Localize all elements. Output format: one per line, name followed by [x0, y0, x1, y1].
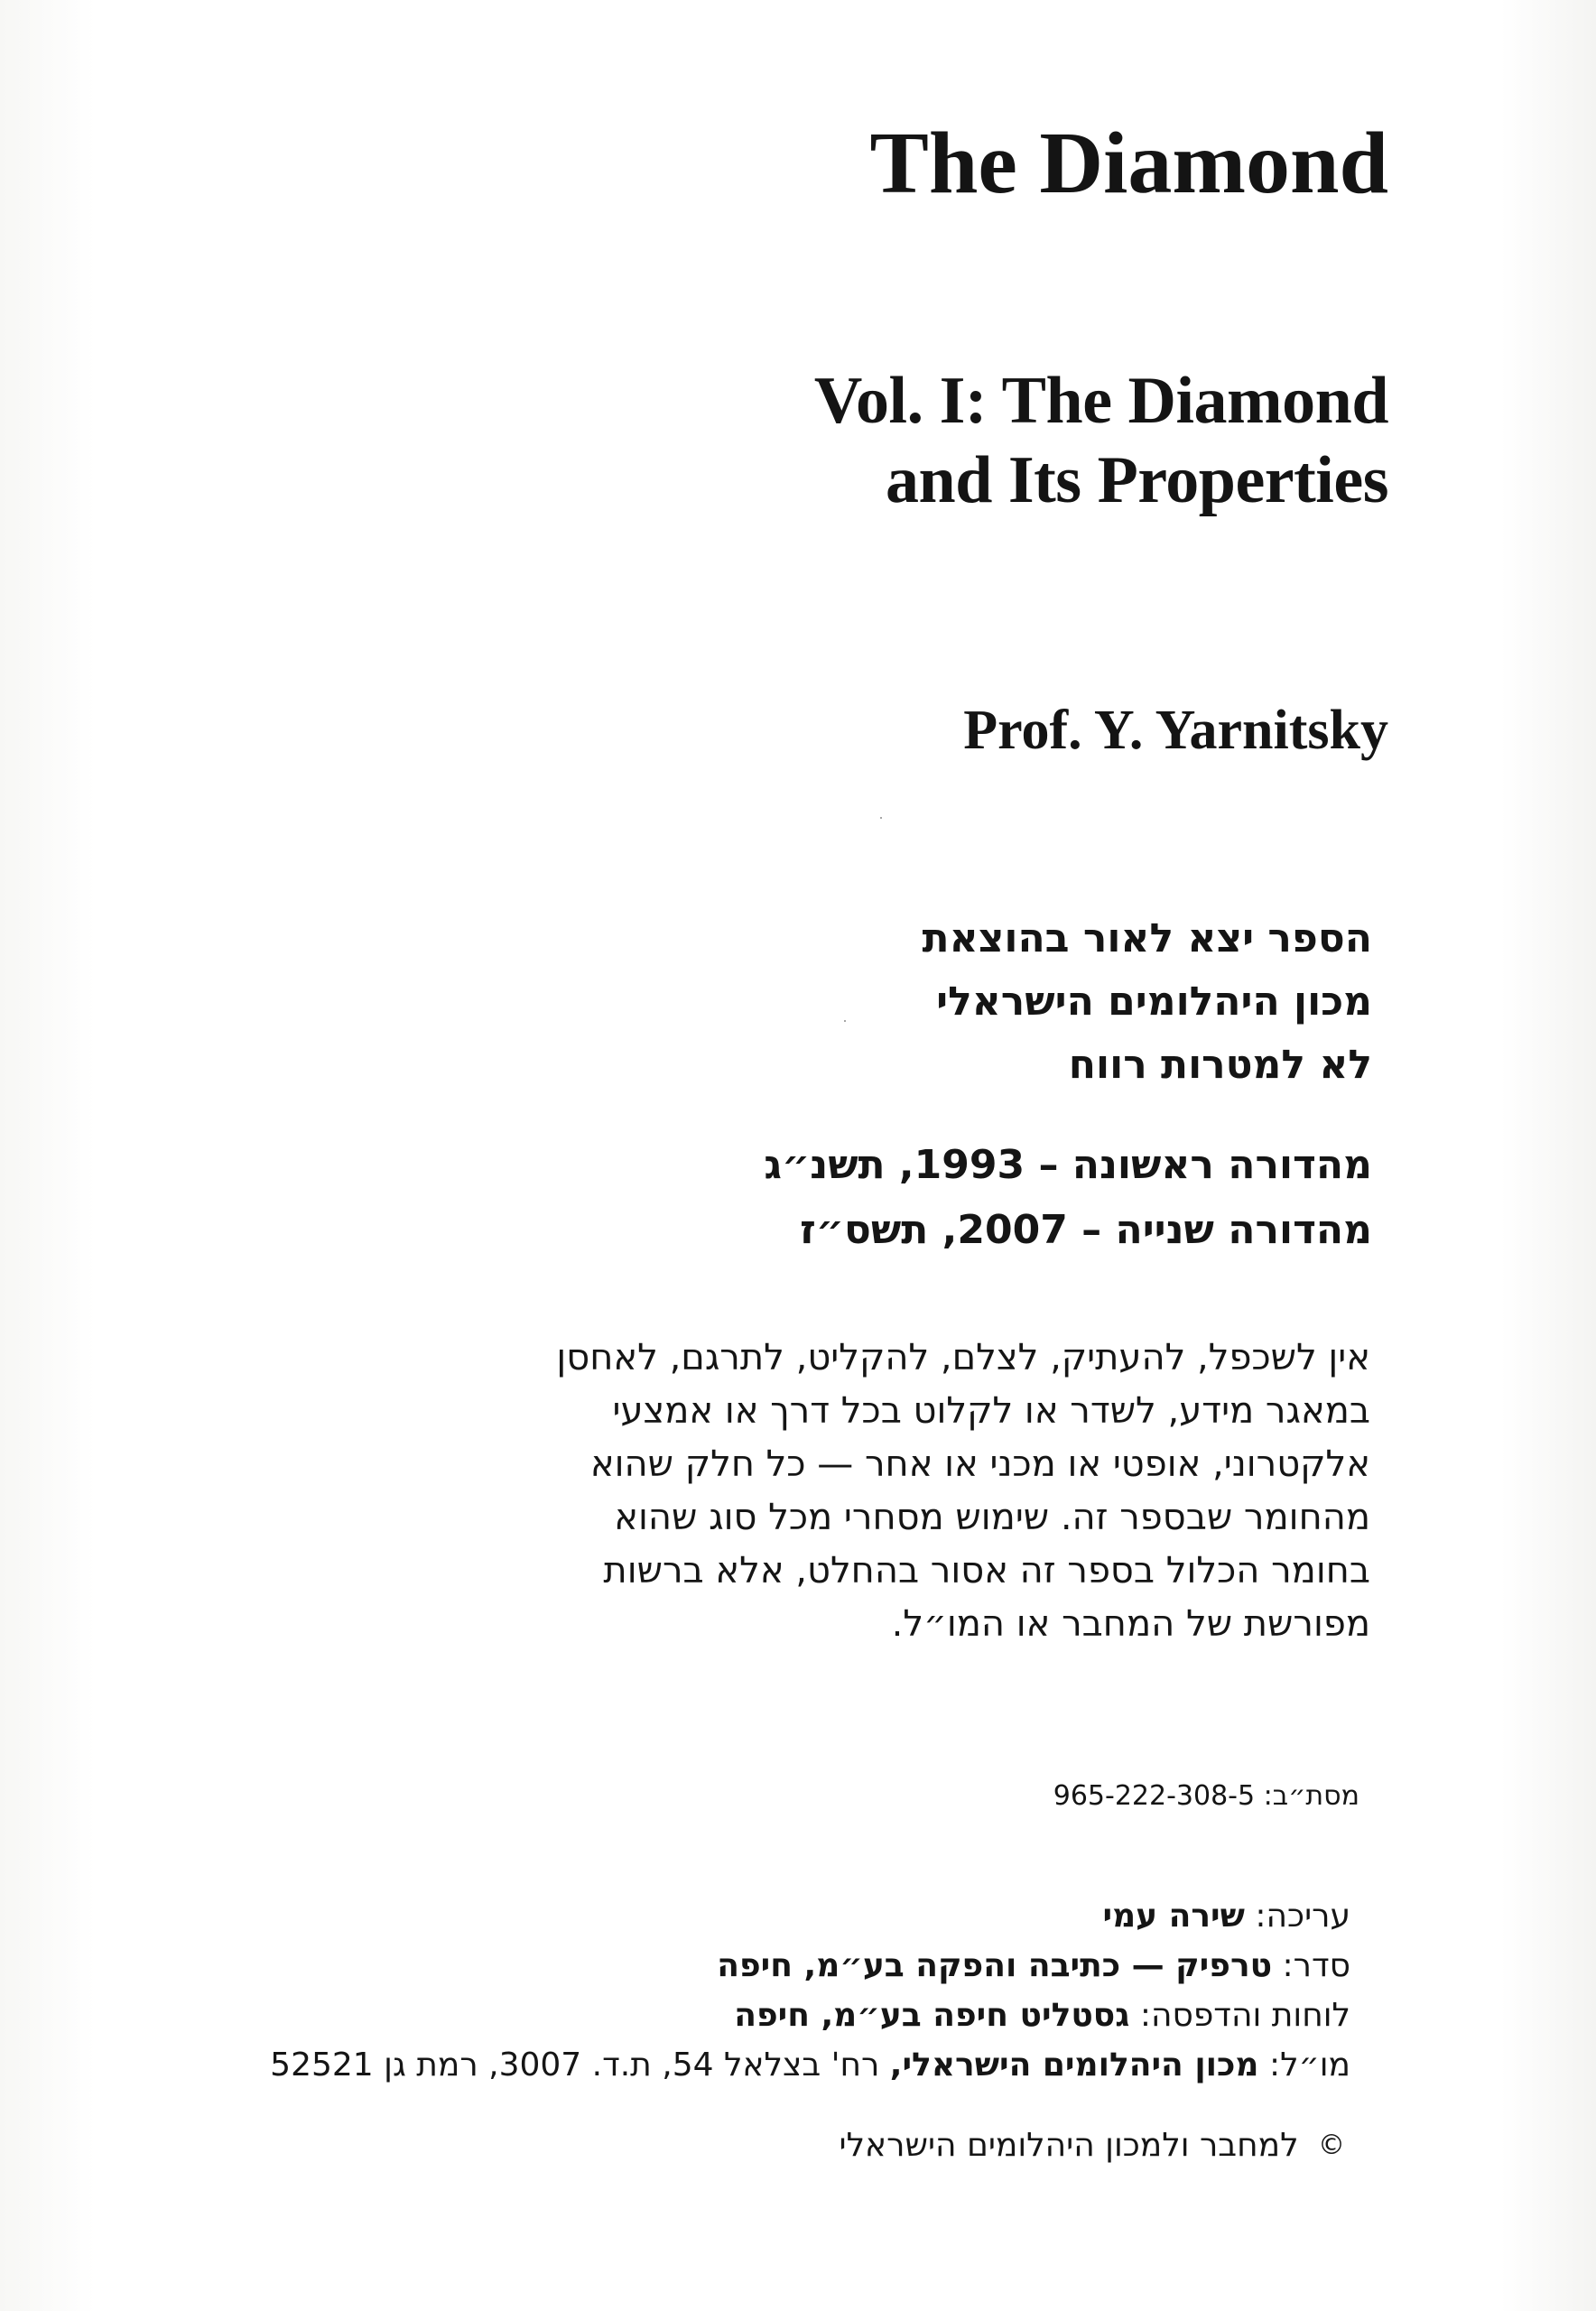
copyright-holder: למחבר ולמכון היהלומים הישראלי	[839, 2127, 1299, 2164]
volume-title-line-2: and Its Properties	[886, 443, 1388, 517]
publisher-line-2: מכון היהלומים הישראלי	[936, 979, 1372, 1025]
copyright-restrictions	[556, 1332, 1370, 1651]
publisher-credit	[270, 2040, 1350, 2090]
publisher-line-3: לא למטרות רווח	[1068, 1042, 1372, 1088]
editing-label: עריכה:	[1255, 1898, 1350, 1935]
typesetting-credit	[270, 1941, 1350, 1991]
rights-line-6: מפורשת של המחבר או המו״ל.	[891, 1603, 1370, 1645]
isbn-number: 965-222-308-5	[1053, 1780, 1256, 1812]
book-title: The Diamond	[869, 115, 1388, 212]
publisher-line-1: הספר יצא לאור בהוצאת	[922, 915, 1372, 961]
author-name: Prof. Y. Yarnitsky	[963, 700, 1388, 761]
first-edition: מהדורה ראשונה – 1993, תשנ״ג	[764, 1142, 1372, 1188]
editing-name: שירה עמי	[1102, 1898, 1245, 1935]
publisher-name: מכון היהלומים הישראלי,	[889, 2046, 1259, 2084]
printing-company: גסטליט חיפה בע״מ, חיפה	[734, 1997, 1130, 2034]
publisher-address: רח' בצלאל 54, ת.ד. 3007, רמת גן 52521	[270, 2046, 880, 2084]
second-edition: מהדורה שנייה – 2007, תשס״ז	[800, 1207, 1372, 1253]
copyright-line	[840, 2126, 1345, 2166]
isbn	[1053, 1778, 1359, 1814]
copyright-icon: ©	[1318, 2130, 1345, 2161]
printing-label: לוחות והדפסה:	[1139, 1997, 1350, 2034]
publisher-label: מו״ל:	[1268, 2046, 1350, 2084]
printing-credit	[270, 1991, 1350, 2040]
typesetting-company: טרפיק — כתיבה והפקה בע״מ, חיפה	[717, 1947, 1273, 1984]
rights-line-5: בחומר הכלול בספר זה אסור בהחלט, אלא ברשות	[603, 1550, 1370, 1592]
rights-line-4: מהחומר שבספר זה. שימוש מסחרי מכל סוג שהוא	[614, 1497, 1370, 1538]
typesetting-label: סדר:	[1282, 1947, 1350, 1984]
paper-speck	[844, 1020, 846, 1022]
rights-line-3: אלקטרוני, אופטי או מכני או אחר — כל חלק שהוא	[589, 1443, 1370, 1485]
paper-speck	[880, 817, 882, 819]
rights-line-1: אין לשכפל, להעתיק, לצלם, להקליט, לתרגם, לאחסן	[556, 1337, 1370, 1378]
volume-title-line-1: Vol. I: The Diamond	[813, 364, 1388, 438]
isbn-label: מסת״ב:	[1263, 1780, 1359, 1812]
publisher-notice	[923, 907, 1372, 1097]
rights-line-2: במאגר מידע, לשדר או לקלוט בכל דרך או אמצעי	[612, 1390, 1370, 1432]
editing-credit	[270, 1891, 1350, 1941]
edition-history	[764, 1133, 1372, 1263]
volume-title	[814, 361, 1388, 520]
production-credits	[270, 1891, 1350, 2090]
